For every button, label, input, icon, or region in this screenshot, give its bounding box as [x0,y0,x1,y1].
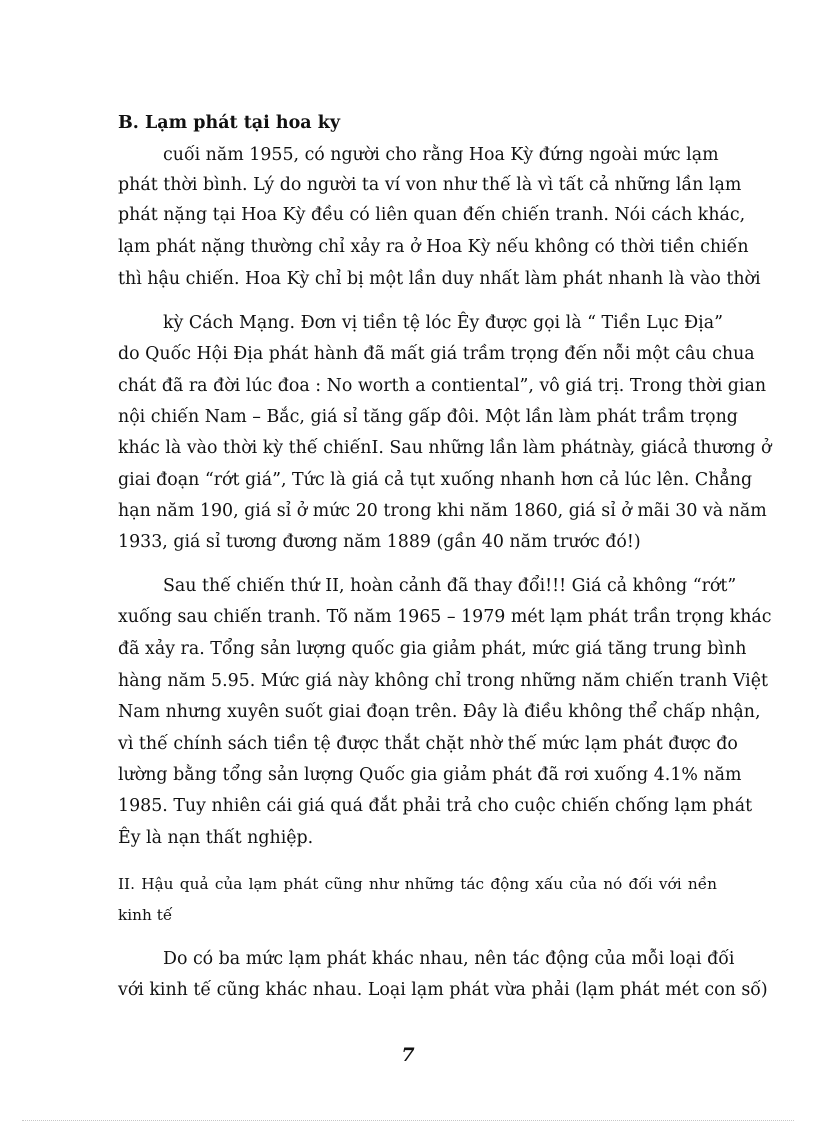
paragraph-line: chát đã ra đời lúc đoa : No worth a contiental”, vô giá trị. Trong thời gian [118,376,767,396]
paragraph-line: Nam nhưng xuyên suốt giai đoạn trên. Đây là điều không thể chấp nhận, [118,702,761,722]
paragraph-line: với kinh tế cũng khác nhau. Loại lạm phát vừa phải (lạm phát mét con số) [118,980,768,1000]
section-ii-heading: kinh tế [118,906,173,924]
paragraph-line: đã xảy ra. Tổng sản lượng quốc gia giảm phát, mức giá tăng trung bình [118,639,747,659]
section-b-heading: B. Lạm phát tại hoa ky [118,113,340,133]
paragraph-line: 1985. Tuy nhiên cái giá quá đắt phải trả cho cuộc chiến chống lạm phát [118,796,753,816]
paragraph-line: thì hậu chiến. Hoa Kỳ chỉ bị một lần duy nhất làm phát nhanh là vào thời [118,269,761,289]
paragraph-line: 1933, giá sỉ tương đương năm 1889 (gần 40 năm trước đó!) [118,532,641,552]
paragraph-line: nội chiến Nam – Bắc, giá sỉ tăng gấp đôi. Một lần làm phát trầm trọng [118,407,738,427]
paragraph-line: giai đoạn “rớt giá”, Tức là giá cả tụt xuống nhanh hơn cả lúc lên. Chẳng [118,470,753,490]
paragraph-line: Êy là nạn thất nghiệp. [118,828,314,848]
page-bottom-border [22,1120,794,1121]
paragraph-line: hàng năm 5.95. Mức giá này không chỉ trong những năm chiến tranh Việt [118,671,768,691]
paragraph-line: xuống sau chiến tranh. Tõ năm 1965 – 1979 mét lạm phát trần trọng khác [118,607,772,627]
paragraph-line: lường bằng tổng sản lượng Quốc gia giảm phát đã rơi xuống 4.1% năm [118,765,742,785]
paragraph-line: do Quốc Hội Địa phát hành đã mất giá trầm trọng đến nỗi một câu chua [118,344,755,364]
paragraph-line: vì thế chính sách tiền tệ được thắt chặt nhờ thế mức lạm phát được đo [118,734,738,754]
paragraph-line: Sau thế chiến thứ II, hoàn cảnh đã thay đổi!!! Giá cả không “rớt” [163,576,737,596]
section-ii-heading: II. Hậu quả của lạm phát cũng như những tác động xấu của nó đối với nền [118,875,717,893]
paragraph-line: phát nặng tại Hoa Kỳ đều có liên quan đến chiến tranh. Nói cách khác, [118,205,746,225]
paragraph-line: hạn năm 190, giá sỉ ở mức 20 trong khi năm 1860, giá sỉ ở mãi 30 và năm [118,501,767,521]
paragraph-line: phát thời bình. Lý do người ta ví von như thế là vì tất cả những lần lạm [118,175,742,195]
paragraph-line: khác là vào thời kỳ thế chiếnI. Sau những lần làm phátnày, giácả thương ở [118,438,772,458]
paragraph-line: Do có ba mức lạm phát khác nhau, nên tác động của mỗi loại đối [163,949,735,969]
paragraph-line: kỳ Cách Mạng. Đơn vị tiền tệ lóc Êy được gọi là “ Tiền Lục Địa” [163,313,723,333]
page-number: 7 [401,1044,415,1066]
paragraph-line: cuối năm 1955, có người cho rằng Hoa Kỳ đứng ngoài mức lạm [163,145,719,165]
paragraph-line: lạm phát nặng thường chỉ xảy ra ở Hoa Kỳ nếu không có thời tiền chiến [118,237,749,257]
